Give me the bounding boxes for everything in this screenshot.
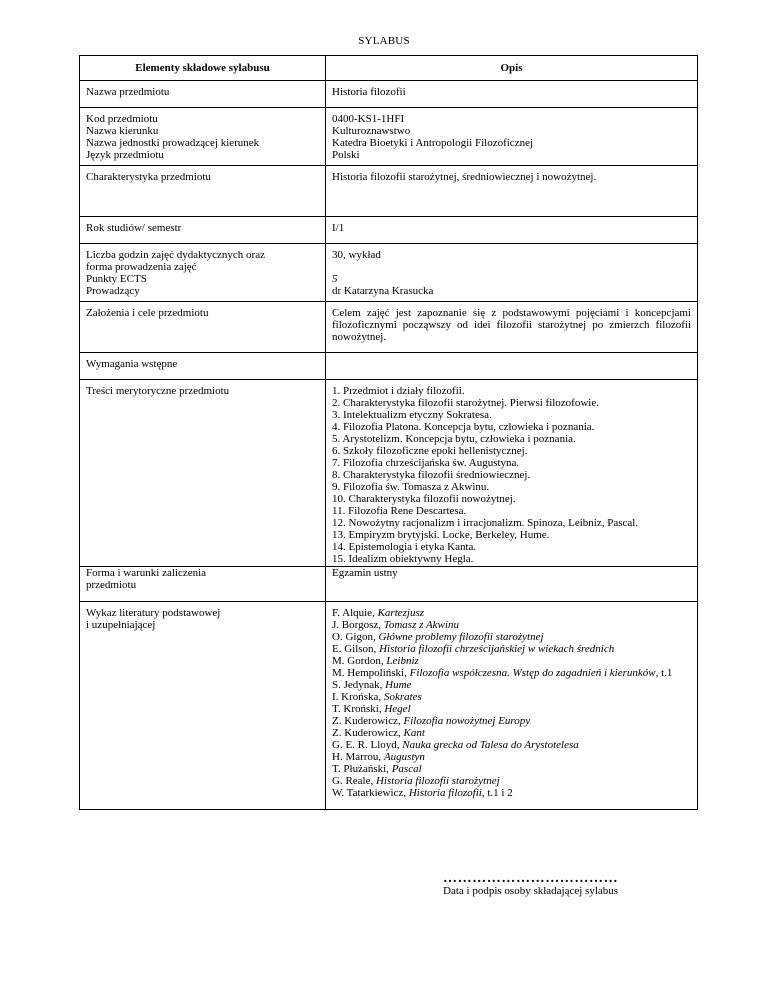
literature-author: E. Gilson, <box>332 643 380 655</box>
value-hours: 30, wykład <box>332 249 381 261</box>
literature-item <box>332 751 691 763</box>
row-assessment <box>80 567 698 602</box>
value-literature-list <box>326 602 698 810</box>
literature-title: Historia filozofii <box>408 787 482 799</box>
literature-title: Hegel <box>384 703 411 715</box>
content-item: 13. Empiryzm brytyjski. Locke, Berkeley, Hume. <box>332 529 550 541</box>
signature-label: Data i podpis osoby składającej sylabus <box>443 885 619 897</box>
value-prerequisites <box>326 353 698 380</box>
literature-item <box>332 727 691 739</box>
label-objectives: Założenia i cele przedmiotu <box>80 302 326 353</box>
content-item: 10. Charakterystyka filozofii nowożytnej. <box>332 493 516 505</box>
literature-author: I. Krońska, <box>332 691 384 703</box>
label-ects: Punkty ECTS <box>86 273 147 285</box>
literature-item <box>332 619 691 631</box>
literature-author: Z. Kuderowicz, <box>332 727 404 739</box>
literature-author: T. Płużański, <box>332 763 392 775</box>
row-characteristics <box>80 166 698 217</box>
labels-assessment <box>80 567 326 602</box>
labels-hours-ects <box>80 244 326 302</box>
content-item: 6. Szkoły filozoficzne epoki hellenistycznej. <box>332 445 528 457</box>
literature-title: Główne problemy filozofii starożytnej <box>378 631 544 643</box>
literature-author: M. Gordon, <box>332 655 387 667</box>
label-language: Język przedmiotu <box>86 149 164 161</box>
literature-author: W. Tatarkiewicz, <box>332 787 409 799</box>
label-assessment-1: Forma i warunki zaliczenia <box>86 567 207 579</box>
literature-author: S. Jedynak, <box>332 679 386 691</box>
literature-title: Leibniz <box>386 655 419 667</box>
label-course-name: Nazwa przedmiotu <box>80 81 326 108</box>
value-ects: 5 <box>332 273 338 285</box>
literature-item <box>332 691 691 703</box>
content-item: 8. Charakterystyka filozofii średniowiecznej. <box>332 469 531 481</box>
content-item: 12. Nowożytny racjonalizm i irracjonalizm. Spinoza, Leibniz, Pascal. <box>332 517 639 529</box>
label-assessment-2: przedmiotu <box>86 579 137 591</box>
literature-title: Filozofia współczesna. Wstęp do zagadnień i kierunków <box>409 667 656 679</box>
literature-title: Sokrates <box>383 691 422 703</box>
literature-title: Kartezjusz <box>377 607 425 619</box>
syllabus-table <box>79 55 698 810</box>
label-course-code: Kod przedmiotu <box>86 113 158 125</box>
value-year-semester: I/1 <box>326 217 698 244</box>
label-lecturer: Prowadzący <box>86 285 140 297</box>
header-components: Elementy składowe sylabusu <box>80 56 326 81</box>
value-assessment: Egzamin ustny <box>326 567 698 602</box>
row-course-details <box>80 108 698 166</box>
label-hours-1: Liczba godzin zajęć dydaktycznych oraz <box>86 249 265 261</box>
literature-title: Historia filozofii starożytnej <box>375 775 500 787</box>
content-item: 7. Filozofia chrześcijańska św. Augustyna. <box>332 457 520 469</box>
label-literature-1: Wykaz literatury podstawowej <box>86 607 221 619</box>
row-objectives <box>80 302 698 353</box>
label-unit-name: Nazwa jednostki prowadzącej kierunek <box>86 137 260 149</box>
value-field-name: Kulturoznawstwo <box>332 125 411 137</box>
content-item: 2. Charakterystyka filozofii starożytnej. Pierwsi filozofowie. <box>332 397 599 409</box>
literature-title: Pascal <box>391 763 422 775</box>
values-course-details <box>326 108 698 166</box>
content-item: 1. Przedmiot i działy filozofii. <box>332 385 465 397</box>
value-content-list <box>326 380 698 567</box>
content-item: 9. Filozofia św. Tomasza z Akwinu. <box>332 481 490 493</box>
label-field-name: Nazwa kierunku <box>86 125 159 137</box>
literature-extra: , t.1 i 2 <box>481 787 513 799</box>
row-literature <box>80 602 698 810</box>
header-description: Opis <box>326 56 698 81</box>
label-hours-2: forma prowadzenia zajęć <box>86 261 197 273</box>
literature-author: M. Hempoliński, <box>332 667 410 679</box>
row-content <box>80 380 698 567</box>
literature-item <box>332 787 691 799</box>
content-item: 15. Idealizm obiektywny Hegla. <box>332 553 474 565</box>
literature-author: J. Borgosz, <box>332 619 384 631</box>
signature-block <box>443 873 618 897</box>
row-prerequisites <box>80 353 698 380</box>
value-unit-name: Katedra Bioetyki i Antropologii Filozoficznej <box>332 137 534 149</box>
literature-item <box>332 763 691 775</box>
value-characteristics: Historia filozofii starożytnej, średniowiecznej i nowożytnej. <box>326 166 698 217</box>
literature-author: G. Reale, <box>332 775 376 787</box>
literature-item <box>332 703 691 715</box>
content-item: 3. Intelektualizm etyczny Sokratesa. <box>332 409 492 421</box>
content-item: 5. Arystotelizm. Koncepcja bytu, człowieka i poznania. <box>332 433 576 445</box>
row-year-semester <box>80 217 698 244</box>
literature-item <box>332 631 691 643</box>
table-header-row <box>80 56 698 81</box>
literature-title: Augustyn <box>383 751 425 763</box>
literature-title: Nauka grecka od Talesa do Arystotelesa <box>402 739 579 751</box>
content-item: 4. Filozofia Platona. Koncepcja bytu, człowieka i poznania. <box>332 421 595 433</box>
value-lecturer: dr Katarzyna Krasucka <box>332 285 434 297</box>
value-objectives: Celem zajęć jest zapoznanie się z podstawowymi pojęciami i koncepcjami filozoficznymi począwszy od idei filozofii starożytnej po zmierzch filozofii nowożytnej. <box>326 302 698 353</box>
literature-item <box>332 643 691 655</box>
document-title: SYLABUS <box>358 35 410 47</box>
literature-item <box>332 667 691 679</box>
row-hours-ects <box>80 244 698 302</box>
literature-author: G. E. R. Lloyd, <box>332 739 403 751</box>
literature-item <box>332 715 691 727</box>
label-literature-2: i uzupełniającej <box>86 619 156 631</box>
literature-item <box>332 655 691 667</box>
label-characteristics: Charakterystyka przedmiotu <box>80 166 326 217</box>
value-course-code: 0400-KS1-1HFI <box>332 113 405 125</box>
literature-author: F. Alquie, <box>332 607 378 619</box>
literature-author: H. Marrou, <box>332 751 384 763</box>
row-course-name <box>80 81 698 108</box>
literature-author: O. Gigon, <box>332 631 379 643</box>
labels-literature <box>80 602 326 810</box>
values-hours-ects <box>326 244 698 302</box>
literature-item <box>332 679 691 691</box>
literature-title: Tomasz z Akwinu <box>383 619 459 631</box>
value-language: Polski <box>332 149 360 161</box>
signature-dots: ……………………………… <box>443 871 619 886</box>
literature-extra: , t.1 <box>655 667 673 679</box>
label-content: Treści merytoryczne przedmiotu <box>80 380 326 567</box>
literature-title: Historia filozofii chrześcijańskiej w wiekach średnich <box>379 643 615 655</box>
literature-title: Filozofia nowożytnej Europy <box>403 715 531 727</box>
literature-title: Hume <box>385 679 412 691</box>
literature-item <box>332 739 691 751</box>
value-course-name: Historia filozofii <box>326 81 698 108</box>
label-year-semester: Rok studiów/ semestr <box>80 217 326 244</box>
label-prerequisites: Wymagania wstępne <box>80 353 326 380</box>
labels-course-details <box>80 108 326 166</box>
literature-author: Z. Kuderowicz, <box>332 715 404 727</box>
literature-item <box>332 607 691 619</box>
content-item: 14. Epistemologia i etyka Kanta. <box>332 541 477 553</box>
literature-author: T. Kroński, <box>332 703 385 715</box>
literature-item <box>332 775 691 787</box>
content-item: 11. Filozofia Rene Descartesa. <box>332 505 467 517</box>
literature-title: Kant <box>403 727 425 739</box>
